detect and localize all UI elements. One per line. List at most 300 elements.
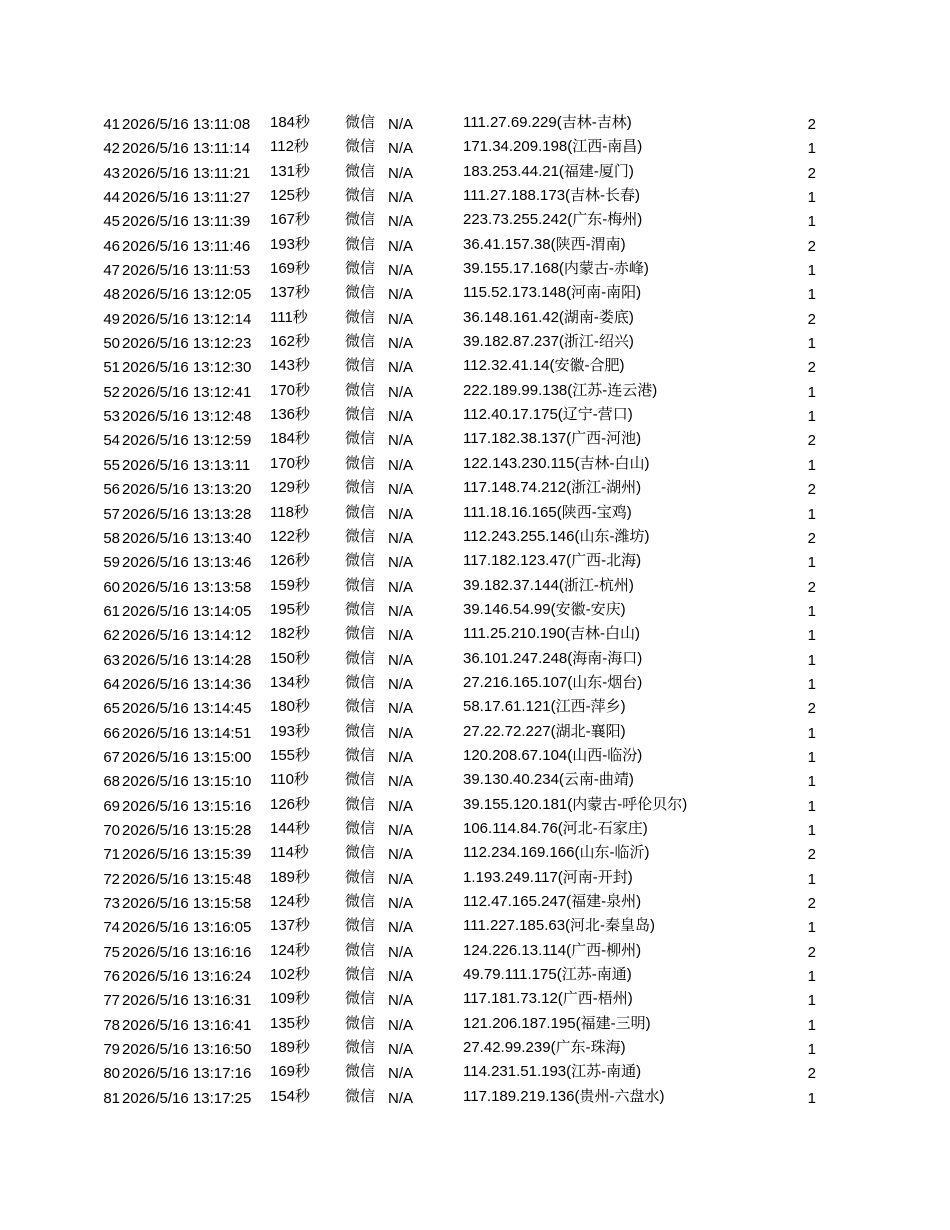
ip-location: 117.148.74.212(浙江-湖州) (463, 479, 642, 497)
row-index: 50 (103, 335, 120, 353)
ip-location: 39.182.87.237(浙江-绍兴) (463, 333, 634, 351)
row-index: 51 (103, 359, 120, 377)
na-value: N/A (388, 919, 414, 937)
visit-duration: 180秒 (270, 698, 311, 716)
table-row (0, 381, 950, 405)
visit-source: 微信 (345, 552, 376, 570)
visit-source: 微信 (345, 746, 376, 764)
table-row (0, 503, 950, 527)
table-row (0, 259, 950, 283)
na-value: N/A (388, 310, 414, 328)
visit-time: 2026/5/16 13:15:16 (122, 797, 252, 815)
table-row (0, 600, 950, 624)
na-value: N/A (388, 189, 414, 207)
visit-count: 1 (807, 456, 816, 474)
visit-count: 2 (807, 943, 816, 961)
na-value: N/A (388, 700, 414, 718)
visit-time: 2026/5/16 13:12:30 (122, 359, 252, 377)
ip-location: 39.146.54.99(安徽-安庆) (463, 600, 626, 618)
na-value: N/A (388, 748, 414, 766)
ip-location: 121.206.187.195(福建-三明) (463, 1014, 651, 1032)
ip-location: 106.114.84.76(河北-石家庄) (463, 819, 648, 837)
visit-source: 微信 (345, 844, 376, 862)
ip-location: 115.52.173.148(河南-南阳) (463, 284, 642, 302)
visit-duration: 167秒 (270, 211, 311, 229)
visit-count: 2 (807, 116, 816, 133)
ip-location: 222.189.99.138(江苏-连云港) (463, 381, 658, 399)
visit-duration: 170秒 (270, 381, 311, 399)
visit-source: 微信 (345, 1087, 376, 1105)
visit-time: 2026/5/16 13:12:23 (122, 335, 252, 353)
row-index: 81 (103, 1089, 120, 1107)
na-value: N/A (388, 846, 414, 864)
ip-location: 39.182.37.144(浙江-杭州) (463, 576, 634, 594)
visit-time: 2026/5/16 13:13:28 (122, 505, 252, 523)
visit-duration: 170秒 (270, 454, 311, 472)
visit-count: 1 (807, 286, 816, 304)
visit-count: 1 (807, 968, 816, 986)
table-row (0, 989, 950, 1013)
row-index: 61 (103, 602, 120, 620)
ip-location: 223.73.255.242(广东-梅州) (463, 211, 643, 229)
ip-location: 111.27.188.173(吉林-长春) (463, 187, 641, 205)
row-index: 47 (103, 262, 120, 280)
visit-time: 2026/5/16 13:12:59 (122, 432, 252, 450)
visit-count: 2 (807, 529, 816, 547)
table-row (0, 405, 950, 429)
row-index: 43 (103, 164, 120, 182)
visit-count: 2 (807, 578, 816, 596)
visit-count: 2 (807, 164, 816, 182)
table-row (0, 868, 950, 892)
visit-duration: 124秒 (270, 893, 311, 910)
row-index: 59 (103, 554, 120, 572)
ip-location: 111.18.16.165(陕西-宝鸡) (463, 503, 632, 521)
ip-location: 114.231.51.193(江苏-南通) (463, 1063, 642, 1081)
visit-time: 2026/5/16 13:14:28 (122, 651, 252, 669)
na-value: N/A (388, 456, 414, 474)
row-index: 52 (103, 383, 120, 401)
table-row (0, 235, 950, 259)
visit-time: 2026/5/16 13:15:28 (122, 821, 252, 839)
visit-source: 微信 (345, 357, 376, 375)
visit-source: 微信 (345, 1063, 376, 1081)
visit-source: 微信 (345, 187, 376, 205)
row-index: 76 (103, 968, 120, 986)
visit-source: 微信 (345, 1014, 376, 1032)
visit-duration: 102秒 (270, 966, 311, 984)
visit-time: 2026/5/16 13:11:14 (122, 140, 251, 158)
row-index: 64 (103, 675, 120, 693)
table-row (0, 916, 950, 940)
na-value: N/A (388, 627, 414, 645)
visit-duration: 150秒 (270, 649, 311, 667)
visit-time: 2026/5/16 13:11:27 (122, 189, 251, 207)
table-row (0, 843, 950, 867)
row-index: 69 (103, 797, 120, 815)
visit-count: 1 (807, 821, 816, 839)
row-index: 78 (103, 1016, 120, 1034)
visit-source: 微信 (345, 1039, 376, 1057)
visit-count: 2 (807, 700, 816, 718)
visit-duration: 126秒 (270, 552, 311, 570)
row-index: 68 (103, 773, 120, 791)
row-index: 65 (103, 700, 120, 718)
visit-time: 2026/5/16 13:11:53 (122, 262, 251, 280)
visit-count: 1 (807, 627, 816, 645)
na-value: N/A (388, 992, 414, 1010)
na-value: N/A (388, 943, 414, 961)
visit-source: 微信 (345, 819, 376, 837)
visit-time: 2026/5/16 13:15:00 (122, 748, 252, 766)
row-index: 46 (103, 237, 120, 255)
visit-source: 微信 (345, 235, 376, 253)
visit-source: 微信 (345, 649, 376, 667)
na-value: N/A (388, 870, 414, 888)
table-row (0, 673, 950, 697)
na-value: N/A (388, 554, 414, 572)
visit-count: 2 (807, 895, 816, 912)
ip-location: 122.143.230.115(吉林-白山) (463, 454, 650, 472)
visit-source: 微信 (345, 284, 376, 302)
table-row (0, 576, 950, 600)
visit-count: 1 (807, 189, 816, 207)
visit-time: 2026/5/16 13:17:16 (122, 1065, 252, 1083)
ip-location: 183.253.44.21(福建-厦门) (463, 162, 634, 180)
visit-source: 微信 (345, 795, 376, 813)
visit-time: 2026/5/16 13:12:14 (122, 310, 252, 328)
visit-duration: 189秒 (270, 868, 311, 886)
visit-count: 1 (807, 383, 816, 401)
ip-location: 120.208.67.104(山西-临汾) (463, 746, 643, 764)
visit-duration: 110秒 (270, 771, 309, 789)
ip-location: 124.226.13.114(广西-柳州) (463, 941, 642, 959)
ip-location: 49.79.111.175(江苏-南通) (463, 966, 632, 984)
na-value: N/A (388, 1041, 414, 1059)
visit-source: 微信 (345, 625, 376, 643)
na-value: N/A (388, 578, 414, 596)
table-row (0, 137, 950, 161)
row-index: 67 (103, 748, 120, 766)
visit-count: 1 (807, 1089, 816, 1107)
table-row (0, 819, 950, 843)
visit-source: 微信 (345, 941, 376, 959)
table-row (0, 454, 950, 478)
visit-time: 2026/5/16 13:16:16 (122, 943, 252, 961)
visit-count: 1 (807, 262, 816, 280)
ip-location: 1.193.249.117(河南-开封) (463, 868, 633, 886)
na-value: N/A (388, 335, 414, 353)
visit-source: 微信 (345, 381, 376, 399)
ip-location: 112.243.255.146(山东-潍坊) (463, 527, 650, 545)
table-row (0, 478, 950, 502)
na-value: N/A (388, 821, 414, 839)
visit-source: 微信 (345, 673, 376, 691)
visit-time: 2026/5/16 13:16:24 (122, 968, 252, 986)
visit-duration: 182秒 (270, 625, 311, 643)
visit-count: 1 (807, 1016, 816, 1034)
visit-count: 1 (807, 675, 816, 693)
visit-time: 2026/5/16 13:14:51 (122, 724, 252, 742)
visit-count: 1 (807, 773, 816, 791)
visit-duration: 134秒 (270, 673, 311, 691)
ip-location: 36.41.157.38(陕西-渭南) (463, 235, 626, 253)
visit-time: 2026/5/16 13:14:36 (122, 675, 252, 693)
visit-time: 2026/5/16 13:12:41 (122, 383, 252, 401)
na-value: N/A (388, 1089, 414, 1107)
visit-source: 微信 (345, 211, 376, 229)
na-value: N/A (388, 1016, 414, 1034)
table-row (0, 551, 950, 575)
visit-duration: 154秒 (270, 1087, 311, 1105)
visit-source: 微信 (345, 893, 376, 910)
visit-source: 微信 (345, 333, 376, 351)
table-row (0, 113, 950, 137)
visit-source: 微信 (345, 454, 376, 472)
visit-source: 微信 (345, 114, 376, 131)
ip-location: 117.182.38.137(广西-河池) (463, 430, 642, 448)
ip-location: 39.155.120.181(内蒙古-呼伦贝尔) (463, 795, 688, 813)
ip-location: 117.182.123.47(广西-北海) (463, 552, 642, 570)
row-index: 74 (103, 919, 120, 937)
row-index: 55 (103, 456, 120, 474)
row-index: 57 (103, 505, 120, 523)
table-row (0, 186, 950, 210)
visit-source: 微信 (345, 966, 376, 984)
table-row (0, 892, 950, 916)
table-row (0, 356, 950, 380)
visit-count: 1 (807, 505, 816, 523)
visit-duration: 111秒 (270, 308, 308, 326)
visit-time: 2026/5/16 13:16:05 (122, 919, 252, 937)
ip-location: 39.155.17.168(内蒙古-赤峰) (463, 260, 649, 278)
table-row (0, 283, 950, 307)
ip-location: 111.227.185.63(河北-秦皇岛) (463, 917, 656, 935)
visit-count: 2 (807, 432, 816, 450)
visit-time: 2026/5/16 13:15:39 (122, 846, 252, 864)
na-value: N/A (388, 164, 414, 182)
ip-location: 117.189.219.136(贵州-六盘水) (463, 1087, 665, 1105)
na-value: N/A (388, 651, 414, 669)
ip-location: 36.101.247.248(海南-海口) (463, 649, 643, 667)
na-value: N/A (388, 1065, 414, 1083)
table-row (0, 624, 950, 648)
row-index: 56 (103, 481, 120, 499)
na-value: N/A (388, 116, 414, 133)
ip-location: 111.25.210.190(吉林-白山) (463, 625, 641, 643)
ip-location: 111.27.69.229(吉林-吉林) (463, 114, 632, 131)
visit-count: 1 (807, 408, 816, 426)
na-value: N/A (388, 797, 414, 815)
visit-count: 2 (807, 1065, 816, 1083)
visit-duration: 125秒 (270, 187, 311, 205)
table-row (0, 649, 950, 673)
visit-source: 微信 (345, 600, 376, 618)
visit-count: 1 (807, 554, 816, 572)
visit-time: 2026/5/16 13:11:08 (122, 116, 251, 133)
row-index: 71 (103, 846, 120, 864)
table-row (0, 746, 950, 770)
visit-duration: 136秒 (270, 406, 311, 424)
ip-location: 117.181.73.12(广西-梧州) (463, 990, 633, 1008)
visit-duration: 159秒 (270, 576, 311, 594)
visit-duration: 193秒 (270, 235, 311, 253)
visit-log-table (0, 113, 950, 1111)
visit-duration: 112秒 (270, 138, 309, 156)
visit-source: 微信 (345, 722, 376, 740)
table-row (0, 1014, 950, 1038)
visit-duration: 124秒 (270, 941, 311, 959)
visit-time: 2026/5/16 13:14:45 (122, 700, 252, 718)
visit-source: 微信 (345, 527, 376, 545)
row-index: 79 (103, 1041, 120, 1059)
table-row (0, 332, 950, 356)
na-value: N/A (388, 724, 414, 742)
row-index: 54 (103, 432, 120, 450)
visit-count: 1 (807, 651, 816, 669)
visit-source: 微信 (345, 990, 376, 1008)
visit-source: 微信 (345, 430, 376, 448)
na-value: N/A (388, 237, 414, 255)
na-value: N/A (388, 213, 414, 231)
ip-location: 39.130.40.234(云南-曲靖) (463, 771, 634, 789)
visit-count: 1 (807, 870, 816, 888)
visit-duration: 193秒 (270, 722, 311, 740)
visit-time: 2026/5/16 13:14:12 (122, 627, 252, 645)
visit-duration: 184秒 (270, 114, 311, 131)
row-index: 58 (103, 529, 120, 547)
visit-count: 1 (807, 797, 816, 815)
na-value: N/A (388, 529, 414, 547)
table-row (0, 162, 950, 186)
visit-duration: 169秒 (270, 260, 311, 278)
visit-duration: 129秒 (270, 479, 311, 497)
row-index: 72 (103, 870, 120, 888)
ip-location: 112.40.17.175(辽宁-营口) (463, 406, 633, 424)
table-row (0, 1087, 950, 1111)
visit-time: 2026/5/16 13:12:48 (122, 408, 252, 426)
row-index: 63 (103, 651, 120, 669)
visit-count: 1 (807, 724, 816, 742)
visit-time: 2026/5/16 13:14:05 (122, 602, 252, 620)
table-row (0, 722, 950, 746)
visit-count: 2 (807, 237, 816, 255)
table-row (0, 941, 950, 965)
visit-count: 1 (807, 748, 816, 766)
table-row (0, 795, 950, 819)
visit-time: 2026/5/16 13:16:31 (122, 992, 252, 1010)
visit-duration: 135秒 (270, 1014, 311, 1032)
visit-count: 1 (807, 1041, 816, 1059)
row-index: 75 (103, 943, 120, 961)
visit-duration: 118秒 (270, 503, 309, 521)
na-value: N/A (388, 286, 414, 304)
ip-location: 112.47.165.247(福建-泉州) (463, 893, 642, 910)
table-row (0, 429, 950, 453)
na-value: N/A (388, 773, 414, 791)
visit-source: 微信 (345, 162, 376, 180)
visit-duration: 162秒 (270, 333, 311, 351)
visit-time: 2026/5/16 13:15:58 (122, 895, 252, 912)
visit-duration: 195秒 (270, 600, 311, 618)
visit-time: 2026/5/16 13:13:46 (122, 554, 252, 572)
visit-time: 2026/5/16 13:17:25 (122, 1089, 252, 1107)
visit-count: 2 (807, 359, 816, 377)
row-index: 41 (103, 116, 120, 133)
visit-time: 2026/5/16 13:12:05 (122, 286, 252, 304)
visit-source: 微信 (345, 503, 376, 521)
visit-time: 2026/5/16 13:15:48 (122, 870, 252, 888)
row-index: 62 (103, 627, 120, 645)
visit-time: 2026/5/16 13:13:40 (122, 529, 252, 547)
ip-location: 27.42.99.239(广东-珠海) (463, 1039, 626, 1057)
na-value: N/A (388, 140, 414, 158)
row-index: 66 (103, 724, 120, 742)
na-value: N/A (388, 675, 414, 693)
na-value: N/A (388, 481, 414, 499)
na-value: N/A (388, 968, 414, 986)
table-row (0, 697, 950, 721)
visit-count: 1 (807, 213, 816, 231)
visit-time: 2026/5/16 13:16:41 (122, 1016, 252, 1034)
na-value: N/A (388, 432, 414, 450)
visit-source: 微信 (345, 260, 376, 278)
ip-location: 112.32.41.14(安徽-合肥) (463, 357, 625, 375)
visit-duration: 169秒 (270, 1063, 311, 1081)
visit-duration: 137秒 (270, 917, 311, 935)
visit-time: 2026/5/16 13:11:21 (122, 164, 251, 182)
visit-source: 微信 (345, 479, 376, 497)
table-row (0, 965, 950, 989)
row-index: 49 (103, 310, 120, 328)
visit-count: 1 (807, 140, 816, 158)
visit-duration: 114秒 (270, 844, 309, 862)
table-row (0, 770, 950, 794)
row-index: 77 (103, 992, 120, 1010)
visit-count: 1 (807, 602, 816, 620)
visit-time: 2026/5/16 13:16:50 (122, 1041, 252, 1059)
ip-location: 171.34.209.198(江西-南昌) (463, 138, 643, 156)
visit-source: 微信 (345, 698, 376, 716)
na-value: N/A (388, 383, 414, 401)
visit-duration: 109秒 (270, 990, 311, 1008)
visit-time: 2026/5/16 13:15:10 (122, 773, 252, 791)
visit-source: 微信 (345, 308, 376, 326)
visit-duration: 155秒 (270, 746, 311, 764)
na-value: N/A (388, 602, 414, 620)
row-index: 45 (103, 213, 120, 231)
row-index: 44 (103, 189, 120, 207)
row-index: 60 (103, 578, 120, 596)
visit-duration: 184秒 (270, 430, 311, 448)
visit-count: 2 (807, 310, 816, 328)
visit-time: 2026/5/16 13:11:39 (122, 213, 251, 231)
visit-duration: 143秒 (270, 357, 311, 375)
visit-source: 微信 (345, 138, 376, 156)
table-row (0, 1038, 950, 1062)
na-value: N/A (388, 262, 414, 280)
row-index: 80 (103, 1065, 120, 1083)
visit-time: 2026/5/16 13:13:20 (122, 481, 252, 499)
table-row (0, 1062, 950, 1086)
row-index: 73 (103, 895, 120, 912)
na-value: N/A (388, 359, 414, 377)
visit-duration: 137秒 (270, 284, 311, 302)
row-index: 42 (103, 140, 120, 158)
visit-duration: 144秒 (270, 819, 311, 837)
visit-source: 微信 (345, 917, 376, 935)
visit-time: 2026/5/16 13:11:46 (122, 237, 251, 255)
